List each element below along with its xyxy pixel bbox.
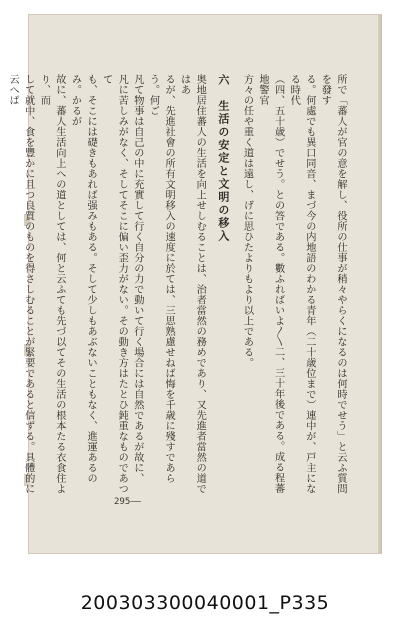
text-column: 奥地居住蕃人の生活を向上せしむることは、治者當然の務めであり、又先進者當然の道ではあ (178, 74, 206, 494)
text-column: （四、五十歳）でせう。との答である。數ふればいよ〳〵二、三十年後である。成る程蕃地警官 (257, 74, 284, 494)
page-number: 295—— (114, 497, 142, 507)
text-column: 故に、蕃人生活向上への道としては、何と云ふても先づ以てその生活の根本たる衣食住より、而 (38, 74, 65, 494)
text-column: 所で「蕃人が官の意を解し、役所の仕事が稍々やらくになるのは何時でせう」と云ふ質問を發す (319, 74, 346, 494)
text-column: して就中、食を豐かに且つ良質のものを得さしむることが緊要であると信ずる。具體的に云へば (7, 74, 34, 494)
vertical-text-body (7, 74, 348, 494)
page-edge (378, 14, 382, 554)
section-heading: 六 生活の安定と文明の移入 (216, 74, 230, 243)
image-caption: 200303300040001_P335 (80, 592, 330, 614)
text-column: 凡て物事は自己の中に充實して行く自分の力で動いて行く場合には自然であるが故に、 (131, 74, 143, 484)
text-column: るが、先進社會の所有文明移入の速度に於ては、三思熟慮せねば悔を千歳に殘すであらう。何ご (147, 74, 175, 484)
text-column: 凡に苦しみがなく、そしてそこに偏い歪力がない。その動き方はたとひ鈍重なものであつて (100, 74, 128, 494)
book-page (7, 14, 382, 554)
text-column: も、そこには礎きもあれば强みもある。そして少しもあぶないこともなく、進運あるのみ。かるが (69, 74, 97, 484)
text-column: 方々の任や重く道は遠し、げに思ひたよりもより以上である。 (241, 74, 253, 368)
text-column: る。何處でも異口同音、まづ今の内地語のわかる青年（二十歳位まで）連中が、戸主になる時代 (288, 74, 315, 494)
